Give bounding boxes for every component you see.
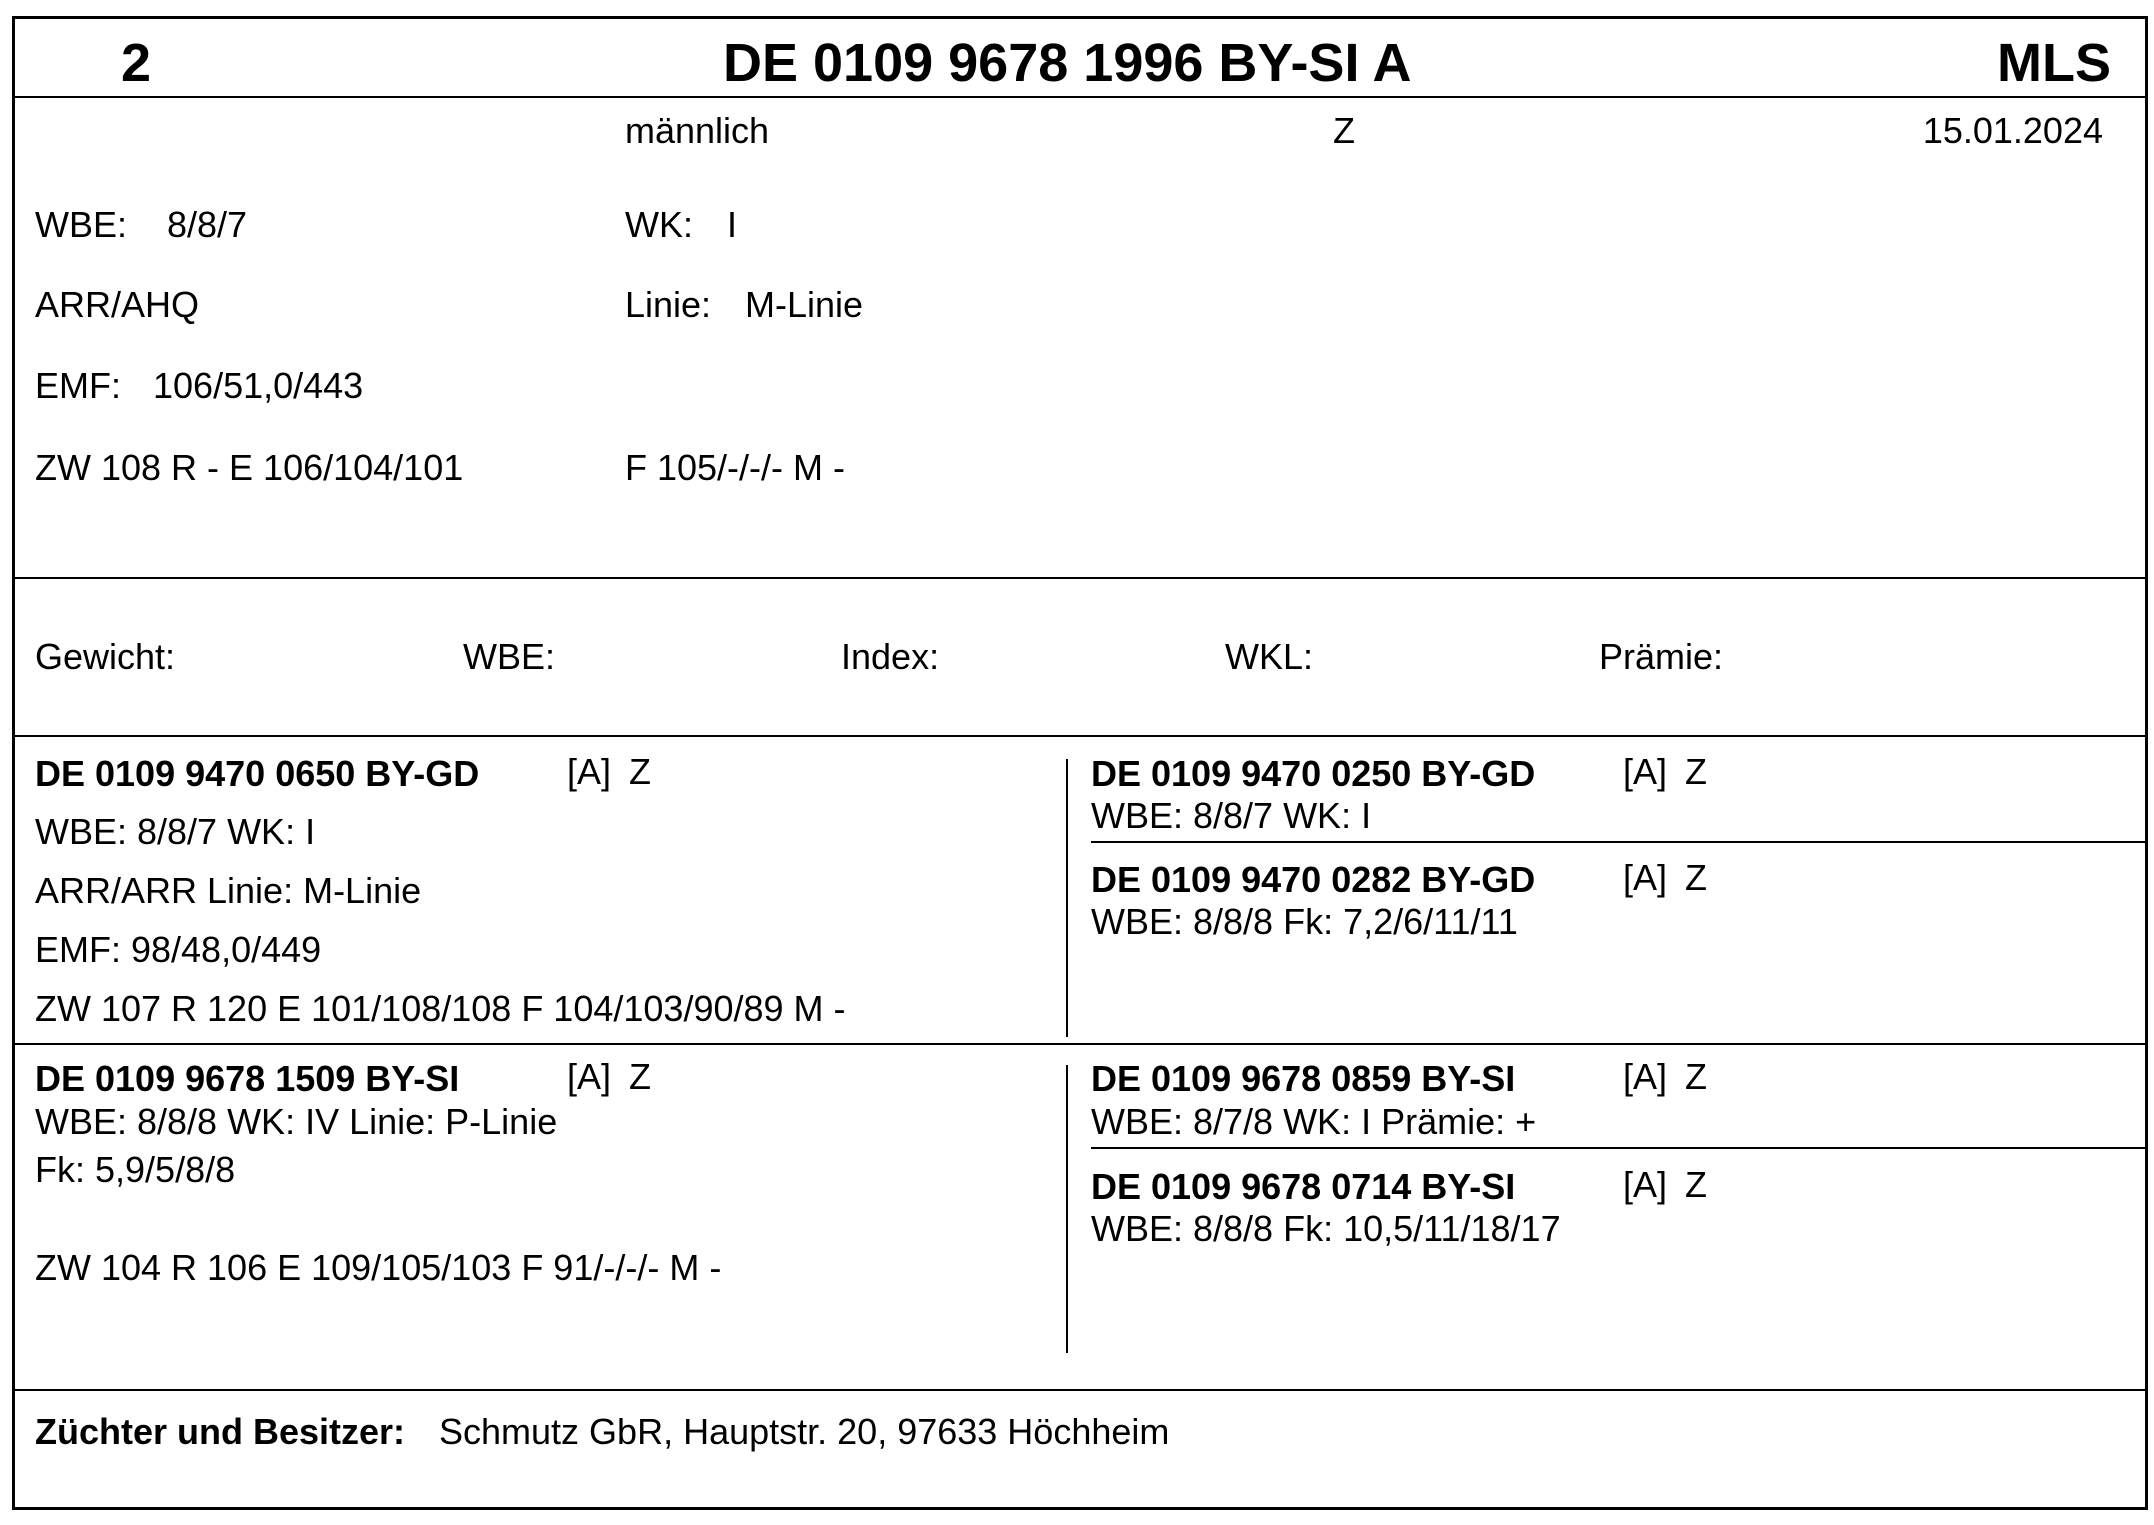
- dam-line-3: ZW 104 R 106 E 109/105/103 F 91/-/-/- M -: [35, 1247, 722, 1288]
- sire-dam-divider: [15, 1043, 2145, 1045]
- dam-id: DE 0109 9678 1509 BY-SI: [35, 1058, 460, 1099]
- dam-sire-line: WBE: 8/7/8 WK: I Prämie: +: [1091, 1101, 1537, 1142]
- dam-sire-tag: [A]: [1623, 1056, 1668, 1097]
- sire-dam-line: WBE: 8/8/8 Fk: 7,2/6/11/11: [1091, 901, 1518, 942]
- sire-line-2: ARR/ARR Linie: M-Linie: [35, 870, 422, 911]
- ring-id-title: DE 0109 9678 1996 BY-SI A: [723, 33, 1412, 93]
- header-divider: [15, 96, 2145, 98]
- pedigree-card: [12, 16, 2148, 1510]
- arr-genotype: ARR/AHQ: [35, 284, 200, 325]
- wkl-label: WKL:: [1225, 636, 1314, 677]
- wbe-value: 8/8/7: [167, 204, 248, 245]
- dam-parents-divider: [1091, 1147, 2145, 1149]
- status-flag: Z: [1333, 110, 1355, 151]
- linie-value: M-Linie: [745, 284, 864, 325]
- sire-sire-flag: Z: [1685, 751, 1707, 792]
- dam-line-1: WBE: 8/8/8 WK: IV Linie: P-Linie: [35, 1101, 558, 1142]
- sire-sire-tag: [A]: [1623, 751, 1668, 792]
- owner-divider: [15, 1389, 2145, 1391]
- dam-tag: [A]: [567, 1056, 612, 1097]
- eval-divider: [15, 735, 2145, 737]
- gewicht-label: Gewicht:: [35, 636, 176, 677]
- dam-column-divider: [1066, 1065, 1068, 1353]
- dam-sire-flag: Z: [1685, 1056, 1707, 1097]
- emf-label: EMF:: [35, 365, 121, 406]
- page-number: 2: [121, 33, 152, 93]
- eval-wbe-label: WBE:: [463, 636, 556, 677]
- zw-line: ZW 108 R - E 106/104/101: [35, 447, 464, 488]
- sire-line-1: WBE: 8/8/7 WK: I: [35, 811, 316, 852]
- index-label: Index:: [841, 636, 940, 677]
- sire-column-divider: [1066, 759, 1068, 1037]
- dam-flag: Z: [629, 1056, 651, 1097]
- dam-line-2: Fk: 5,9/5/8/8: [35, 1149, 236, 1190]
- wk-label: WK:: [625, 204, 693, 245]
- sire-sire-line: WBE: 8/8/7 WK: I: [1091, 795, 1372, 836]
- linie-label: Linie:: [625, 284, 712, 325]
- sire-line-4: ZW 107 R 120 E 101/108/108 F 104/103/90/89 M -: [35, 988, 846, 1029]
- owner-value: Schmutz GbR, Hauptstr. 20, 97633 Höchheim: [439, 1411, 1170, 1452]
- info-divider: [15, 577, 2145, 579]
- sire-tag: [A]: [567, 751, 612, 792]
- sire-dam-flag: Z: [1685, 857, 1707, 898]
- wbe-label: WBE:: [35, 204, 128, 245]
- emf-value: 106/51,0/443: [153, 365, 364, 406]
- sire-parents-divider: [1091, 841, 2145, 843]
- sire-sire-id: DE 0109 9470 0250 BY-GD: [1091, 753, 1536, 794]
- sire-dam-tag: [A]: [1623, 857, 1668, 898]
- dam-dam-line: WBE: 8/8/8 Fk: 10,5/11/18/17: [1091, 1208, 1561, 1249]
- sire-id: DE 0109 9470 0650 BY-GD: [35, 753, 480, 794]
- date: 15.01.2024: [1922, 110, 2103, 151]
- dam-dam-tag: [A]: [1623, 1164, 1668, 1205]
- wk-value: I: [727, 204, 738, 245]
- f-line: F 105/-/-/- M -: [625, 447, 846, 488]
- breed-code: MLS: [1997, 33, 2111, 93]
- sex: männlich: [625, 110, 770, 151]
- owner-label: Züchter und Besitzer:: [35, 1411, 406, 1452]
- sire-flag: Z: [629, 751, 651, 792]
- dam-sire-id: DE 0109 9678 0859 BY-SI: [1091, 1058, 1516, 1099]
- dam-dam-flag: Z: [1685, 1164, 1707, 1205]
- dam-dam-id: DE 0109 9678 0714 BY-SI: [1091, 1166, 1516, 1207]
- sire-dam-id: DE 0109 9470 0282 BY-GD: [1091, 859, 1536, 900]
- praemie-label: Prämie:: [1599, 636, 1724, 677]
- sire-line-3: EMF: 98/48,0/449: [35, 929, 322, 970]
